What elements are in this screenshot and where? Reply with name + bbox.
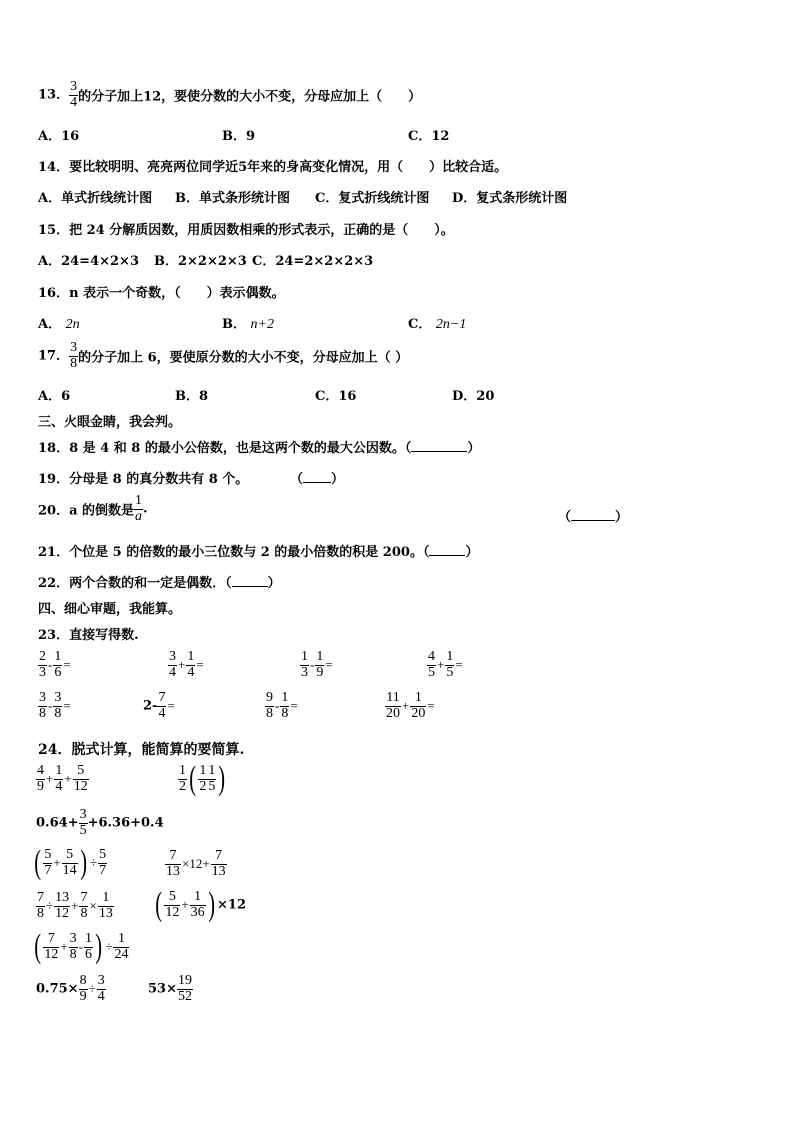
q14-option-a: A．单式折线统计图 — [38, 191, 153, 206]
q21: 21．个位是 5 的倍数的最小三位数与 2 的最小倍数的积是 200。（ ） — [38, 545, 479, 560]
q19-answer-blank[interactable] — [303, 482, 331, 483]
q23-item-5: $\frac{3}{8}$ - $\frac{3}{8}$ = — [39, 690, 71, 721]
q24-expr-3: 0.64+ $\frac{3}{5}$ +6.36+0.4 — [36, 807, 164, 838]
q16-text: 16．n 表示一个奇数，（ ）表示偶数。 — [38, 286, 285, 301]
q13-text: 的分子加上12，要使分数的大小不变，分母应加上（ ） — [78, 89, 422, 105]
q23-item-7: $\frac{9}{8}$ - $\frac{1}{8}$ = — [266, 690, 298, 721]
q17-option-c: C．16 — [315, 389, 357, 404]
q24-expr-6: $\frac{7}{8}$ ÷ $\frac{13}{12}$ + $\frac{7}{8}$ × $\frac{1}{13}$ — [37, 890, 113, 921]
q16-option-b: B． n+2 — [222, 317, 274, 332]
q14-option-c: C．复式折线统计图 — [315, 191, 430, 206]
q24-title: 24．脱式计算，能简算的要简算. — [38, 742, 245, 758]
q15-option-c: C．24=2×2×2×3 — [252, 254, 374, 269]
q16-option-a: A． 2n — [38, 317, 80, 332]
q24-expr-7: ( $\frac{5}{12}$ + $\frac{1}{36}$ ) ×12 — [155, 886, 246, 923]
q14-text: 14．要比较明明、亮亮两位同学近5年来的身高变化情况，用（ ）比较合适。 — [38, 160, 508, 175]
q24-expr-5: $\frac{7}{13}$ ×12+ $\frac{7}{13}$ — [166, 848, 226, 879]
q24-expr-1: $\frac{4}{9}$ + $\frac{1}{4}$ + $\frac{5}{12}$ — [37, 763, 88, 794]
q20-fraction: $\frac{1}{a}$ — [135, 493, 143, 524]
q13-option-a: A．16 — [38, 129, 80, 144]
q20-answer-blank[interactable] — [571, 520, 615, 521]
q13 — [38, 80, 421, 110]
q17-option-a: A．6 — [38, 389, 71, 404]
q23-item-2: $\frac{3}{4}$ + $\frac{1}{4}$ = — [169, 649, 204, 680]
q17-option-b: B．8 — [175, 389, 209, 404]
q13-option-c: C．12 — [408, 129, 450, 144]
q20-answer: （ ） — [558, 510, 629, 525]
q14-option-b: B．单式条形统计图 — [175, 191, 290, 206]
q23-item-6: 2- $\frac{7}{4}$ = — [143, 690, 175, 721]
q24-expr-10: 53× $\frac{19}{52}$ — [148, 973, 192, 1004]
q15-text: 15．把 24 分解质因数，用质因数相乘的形式表示，正确的是（ ）。 — [38, 223, 454, 238]
q24-expr-9: 0.75× $\frac{8}{9}$ ÷ $\frac{3}{4}$ — [36, 973, 105, 1004]
q17 — [38, 341, 408, 371]
q24-expr-8: ( $\frac{7}{12}$ + $\frac{3}{8}$ - $\frac{1}{6}$ ) ÷ $\frac{1}{24}$ — [34, 928, 129, 965]
q19-answer: （ ） — [290, 472, 345, 487]
q22-answer-blank[interactable] — [232, 586, 268, 587]
q19: 19．分母是 8 的真分数共有 8 个。 — [38, 472, 249, 487]
q23-item-1: $\frac{2}{3}$ - $\frac{1}{6}$ = — [39, 649, 71, 680]
q23-title: 23．直接写得数. — [38, 628, 139, 643]
q13-fraction: $\frac{3}{4}$ — [70, 79, 78, 110]
q15-option-b: B．2×2×2×3 — [154, 254, 247, 269]
q21-answer-blank[interactable] — [429, 555, 465, 556]
q18-answer-blank[interactable] — [411, 451, 467, 452]
q13-number: 13． — [38, 87, 70, 103]
q17-number: 17． — [38, 348, 70, 364]
q24-expr-4: ( $\frac{5}{7}$ + $\frac{5}{14}$ ) ÷ $\frac{5}{7}$ — [34, 844, 107, 881]
q14-option-d: D．复式条形统计图 — [452, 191, 568, 206]
q23-item-8: $\frac{11}{20}$ + $\frac{1}{20}$ = — [386, 690, 435, 721]
q13-option-b: B．9 — [222, 129, 256, 144]
q23-item-3: $\frac{1}{3}$ - $\frac{1}{9}$ = — [301, 649, 333, 680]
q24-expr-2: $\frac{1}{2}$ ( $\frac{1}{2}$ $\frac{1}{5}$ ) — [179, 760, 226, 797]
q17-fraction: $\frac{3}{8}$ — [70, 340, 78, 371]
q22: 22．两个合数的和一定是偶数．（ ） — [38, 576, 281, 591]
section-3-heading: 三、火眼金睛，我会判。 — [38, 415, 182, 430]
q15-option-a: A．24=4×2×3 — [38, 254, 139, 269]
q17-option-d: D．20 — [452, 389, 495, 404]
q16-option-c: C． 2n−1 — [408, 317, 467, 332]
section-4-heading: 四、细心审题，我能算。 — [38, 602, 182, 617]
q18: 18．8 是 4 和 8 的最小公倍数，也是这两个数的最大公因数。（ ） — [38, 441, 481, 456]
q17-text: 的分子加上 6，要使原分数的大小不变，分母应加上（ ） — [78, 350, 409, 366]
q20: 20．a 的倒数是 $\frac{1}{a}$ . — [38, 493, 148, 524]
q23-item-4: $\frac{4}{5}$ + $\frac{1}{5}$ = — [428, 649, 463, 680]
